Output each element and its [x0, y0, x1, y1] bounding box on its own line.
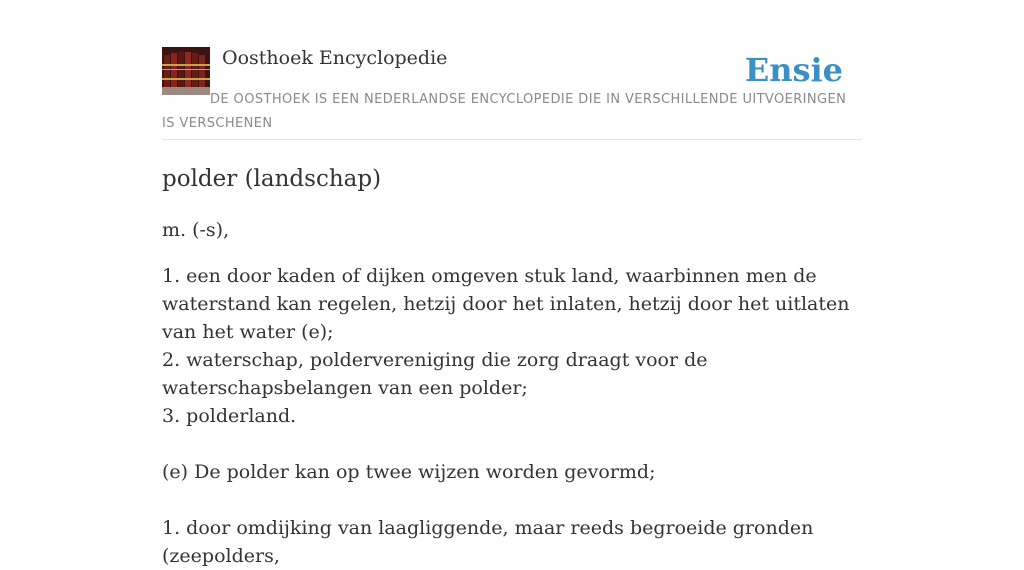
- paragraph-gap: [162, 430, 862, 458]
- definition-item: 1. een door kaden of dijken omgeven stuk land, waarbinnen men de waterstand kan regelen, hetzij door het inlaten, hetzij door het uitlaten van het water (e);: [162, 265, 850, 343]
- method-item: 1. door omdijking van laagliggende, maar reeds begroeide gronden (zeepolders,: [162, 517, 814, 567]
- definition-item: 2. waterschap, poldervereniging die zorg draagt voor de waterschapsbelangen van een polder;: [162, 349, 708, 399]
- definition-item: 3. polderland.: [162, 405, 297, 427]
- site-name[interactable]: Oosthoek Encyclopedie: [222, 47, 448, 69]
- brand-logo[interactable]: Ensie: [744, 51, 843, 89]
- explanation-note: (e) De polder kan op twee wijzen worden gevormd;: [162, 461, 656, 483]
- grammar-note: m. (-s),: [162, 219, 230, 241]
- site-tagline: DE OOSTHOEK IS EEN NEDERLANDSE ENCYCLOPEDIE DIE IN VERSCHILLENDE UITVOERINGEN IS VERSCHENEN: [162, 92, 847, 131]
- article-title: polder (landschap): [162, 166, 382, 192]
- header-divider: [162, 139, 862, 140]
- article-body: [162, 216, 862, 570]
- paragraph-gap: [162, 486, 862, 514]
